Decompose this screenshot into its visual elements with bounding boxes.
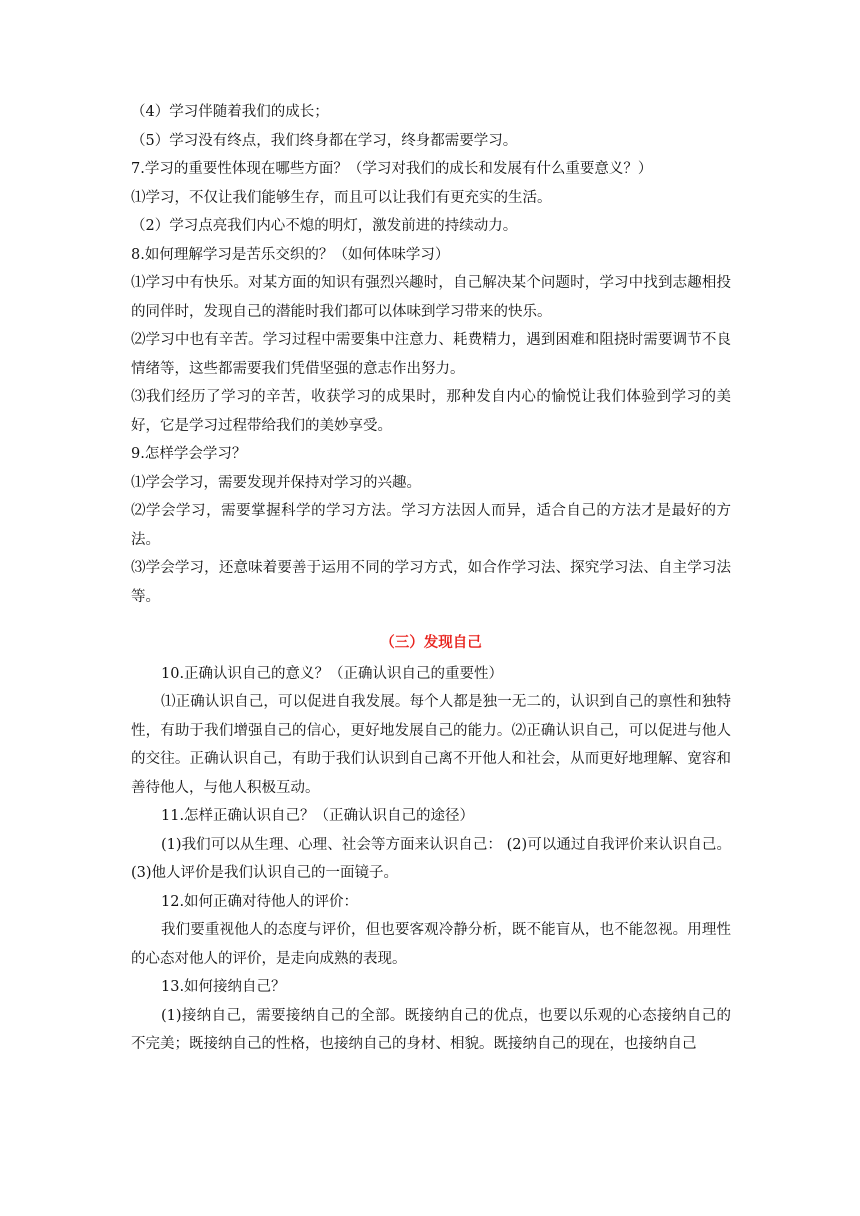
question-10: 10.正确认识自己的意义？（正确认识自己的重要性） <box>161 665 504 682</box>
answer-8-2: ⑵学习中也有辛苦。学习过程中需要集中注意力、耗费精力，遇到困难和阻挠时需要调节不良情绪等，这些都需要我们凭借坚强的意志作出努力。 <box>131 332 731 377</box>
answer-11: (1)我们可以从生理、心理、社会等方面来认识自己： (2)可以通过自我评价来认识自己。(3)他人评价是我们认识自己的一面镜子。 <box>131 836 731 881</box>
question-13: 13.如何接纳自己？ <box>161 979 286 995</box>
answer-7-2: （2）学习点亮我们内心不熄的明灯，激发前进的持续动力。 <box>131 218 518 234</box>
answer-8-1: ⑴学习中有快乐。对某方面的知识有强烈兴趣时，自己解决某个问题时，学习中找到志趣相投的同伴时，发现自己的潜能时我们都可以体味到学习带来的快乐。 <box>131 275 731 320</box>
item-5: （5）学习没有终点，我们终身都在学习，终身都需要学习。 <box>131 132 518 149</box>
answer-9-3: ⑶学会学习，还意味着要善于运用不同的学习方式，如合作学习法、探究学习法、自主学习法等。 <box>131 560 731 605</box>
answer-7-1: ⑴学习，不仅让我们能够生存，而且可以让我们有更充实的生活。 <box>131 189 552 206</box>
answer-8-3: ⑶我们经历了学习的辛苦，收获学习的成果时，那种发自内心的愉悦让我们体验到学习的美好，它是学习过程带给我们的美妙享受。 <box>131 389 731 434</box>
answer-9-2: ⑵学会学习，需要掌握科学的学习方法。学习方法因人而异，适合自己的方法才是最好的方法。 <box>131 503 731 548</box>
question-7: 7.学习的重要性体现在哪些方面？（学习对我们的成长和发展有什么重要意义？） <box>131 161 653 177</box>
answer-13: (1)接纳自己，需要接纳自己的全部。既接纳自己的优点，也要以乐观的心态接纳自己的不完美；既接纳自己的性格，也接纳自己的身材、相貌。既接纳自己的现在，也接纳自己 <box>131 1007 731 1052</box>
item-4: （4）学习伴随着我们的成长； <box>131 104 329 120</box>
question-8: 8.如何理解学习是苦乐交织的？（如何体味学习） <box>131 246 450 263</box>
answer-10: ⑴正确认识自己，可以促进自我发展。每个人都是独一无二的，认识到自己的禀性和独特性，有助于我们增强自己的信心，更好地发展自己的能力。⑵正确认识自己，可以促进与他人的交往。正确认识自己，有助于我们认识到自己离不开他人和社会，从而更好地理解、宽容和善待他人，与他人积极互动。 <box>131 694 731 796</box>
answer-12: 我们要重视他人的态度与评价，但也要客观冷静分析，既不能盲从，也不能忽视。用理性的心态对他人的评价，是走向成熟的表现。 <box>131 922 731 967</box>
section-heading: （三）发现自己 <box>380 635 482 651</box>
document-page <box>131 98 731 1059</box>
question-9: 9.怎样学会学习？ <box>131 446 247 462</box>
question-11: 11.怎样正确认识自己？（正确认识自己的途径） <box>161 808 475 824</box>
answer-9-1: ⑴学会学习，需要发现并保持对学习的兴趣。 <box>131 474 421 491</box>
question-12: 12.如何正确对待他人的评价： <box>161 893 359 910</box>
